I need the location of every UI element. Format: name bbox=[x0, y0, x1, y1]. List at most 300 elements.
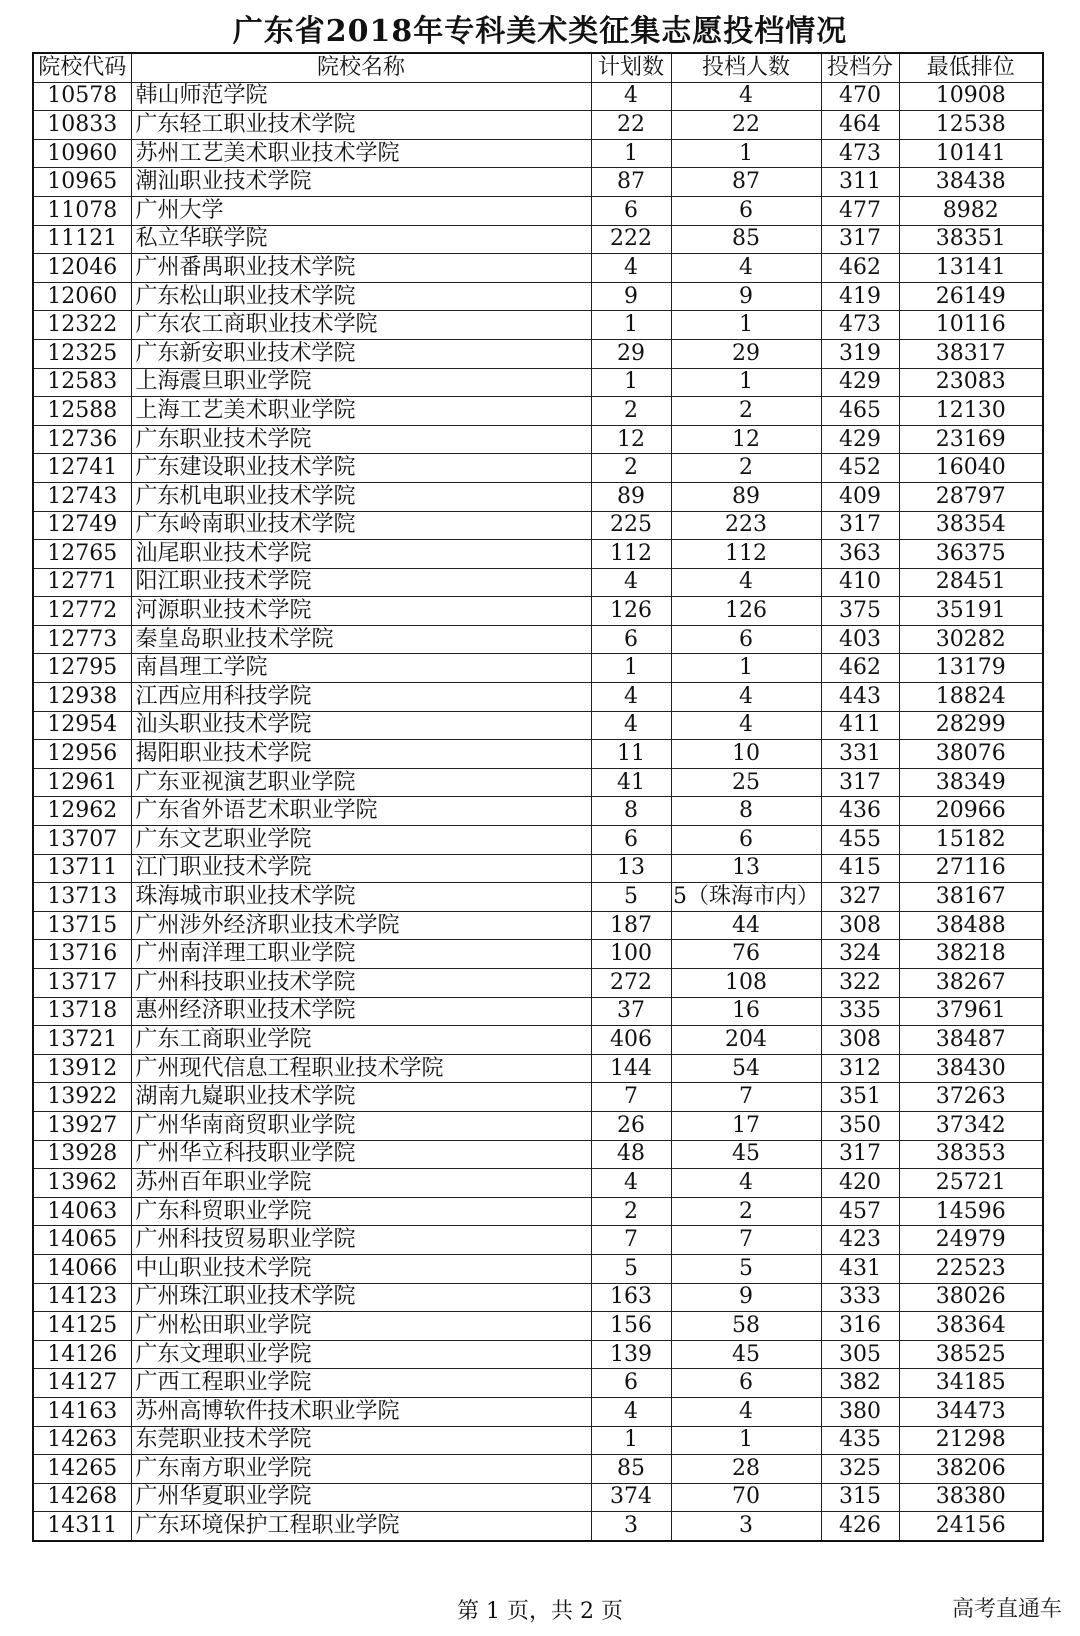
cell-name: 苏州百年职业学院 bbox=[131, 1169, 591, 1198]
cell-rank: 13179 bbox=[899, 654, 1043, 683]
cell-score: 462 bbox=[821, 254, 899, 283]
cell-rank: 34185 bbox=[899, 1369, 1043, 1398]
cell-name: 广东南方职业学院 bbox=[131, 1455, 591, 1484]
cell-admitted: 126 bbox=[671, 597, 821, 626]
table-row bbox=[33, 1226, 1043, 1255]
cell-score: 431 bbox=[821, 1254, 899, 1283]
cell-code: 12588 bbox=[33, 397, 131, 426]
cell-score: 465 bbox=[821, 397, 899, 426]
cell-score: 470 bbox=[821, 82, 899, 111]
cell-score: 452 bbox=[821, 454, 899, 483]
cell-rank: 13141 bbox=[899, 254, 1043, 283]
cell-plan: 89 bbox=[591, 482, 671, 511]
cell-score: 308 bbox=[821, 1026, 899, 1055]
table-row bbox=[33, 368, 1043, 397]
cell-name: 东莞职业技术学院 bbox=[131, 1426, 591, 1455]
cell-admitted: 4 bbox=[671, 82, 821, 111]
cell-rank: 38430 bbox=[899, 1054, 1043, 1083]
cell-rank: 14596 bbox=[899, 1197, 1043, 1226]
cell-admitted: 204 bbox=[671, 1026, 821, 1055]
cell-code: 12771 bbox=[33, 568, 131, 597]
cell-plan: 1 bbox=[591, 368, 671, 397]
cell-rank: 10141 bbox=[899, 139, 1043, 168]
cell-admitted: 4 bbox=[671, 683, 821, 712]
cell-rank: 27116 bbox=[899, 854, 1043, 883]
cell-code: 13717 bbox=[33, 969, 131, 998]
cell-score: 411 bbox=[821, 711, 899, 740]
table-row bbox=[33, 711, 1043, 740]
cell-code: 12046 bbox=[33, 254, 131, 283]
cell-admitted: 45 bbox=[671, 1140, 821, 1169]
cell-plan: 144 bbox=[591, 1054, 671, 1083]
cell-code: 10578 bbox=[33, 82, 131, 111]
cell-plan: 2 bbox=[591, 397, 671, 426]
table-row bbox=[33, 311, 1043, 340]
cell-code: 14163 bbox=[33, 1397, 131, 1426]
table-row bbox=[33, 1254, 1043, 1283]
cell-name: 广州科技职业技术学院 bbox=[131, 969, 591, 998]
column-header-rank: 最低排位 bbox=[899, 53, 1043, 82]
table-row bbox=[33, 254, 1043, 283]
cell-rank: 38488 bbox=[899, 911, 1043, 940]
cell-name: 汕尾职业技术学院 bbox=[131, 540, 591, 569]
cell-rank: 38218 bbox=[899, 940, 1043, 969]
table-row bbox=[33, 282, 1043, 311]
cell-admitted: 2 bbox=[671, 1197, 821, 1226]
cell-rank: 10908 bbox=[899, 82, 1043, 111]
cell-name: 汕头职业技术学院 bbox=[131, 711, 591, 740]
cell-code: 10960 bbox=[33, 139, 131, 168]
cell-name: 韩山师范学院 bbox=[131, 82, 591, 111]
cell-plan: 6 bbox=[591, 1369, 671, 1398]
cell-admitted: 17 bbox=[671, 1111, 821, 1140]
cell-code: 11121 bbox=[33, 225, 131, 254]
table-row bbox=[33, 1397, 1043, 1426]
cell-plan: 406 bbox=[591, 1026, 671, 1055]
cell-plan: 9 bbox=[591, 282, 671, 311]
cell-name: 广东科贸职业学院 bbox=[131, 1197, 591, 1226]
cell-plan: 6 bbox=[591, 625, 671, 654]
cell-code: 13715 bbox=[33, 911, 131, 940]
cell-score: 327 bbox=[821, 883, 899, 912]
cell-admitted: 29 bbox=[671, 339, 821, 368]
cell-plan: 4 bbox=[591, 711, 671, 740]
cell-code: 12765 bbox=[33, 540, 131, 569]
cell-code: 10833 bbox=[33, 111, 131, 140]
cell-rank: 21298 bbox=[899, 1426, 1043, 1455]
table-header-row bbox=[33, 53, 1043, 82]
cell-plan: 6 bbox=[591, 826, 671, 855]
cell-admitted: 4 bbox=[671, 1397, 821, 1426]
cell-code: 13721 bbox=[33, 1026, 131, 1055]
cell-name: 广东职业技术学院 bbox=[131, 425, 591, 454]
cell-code: 14263 bbox=[33, 1426, 131, 1455]
table-row bbox=[33, 911, 1043, 940]
cell-score: 375 bbox=[821, 597, 899, 626]
cell-code: 12795 bbox=[33, 654, 131, 683]
cell-name: 广西工程职业学院 bbox=[131, 1369, 591, 1398]
cell-code: 12772 bbox=[33, 597, 131, 626]
cell-score: 455 bbox=[821, 826, 899, 855]
cell-plan: 6 bbox=[591, 196, 671, 225]
cell-score: 462 bbox=[821, 654, 899, 683]
admission-table bbox=[32, 52, 1044, 1542]
cell-name: 秦皇岛职业技术学院 bbox=[131, 625, 591, 654]
cell-rank: 38267 bbox=[899, 969, 1043, 998]
cell-score: 403 bbox=[821, 625, 899, 654]
cell-admitted: 6 bbox=[671, 625, 821, 654]
cell-admitted: 5 bbox=[671, 1254, 821, 1283]
cell-score: 436 bbox=[821, 797, 899, 826]
cell-plan: 100 bbox=[591, 940, 671, 969]
cell-score: 325 bbox=[821, 1455, 899, 1484]
cell-code: 13927 bbox=[33, 1111, 131, 1140]
table-row bbox=[33, 997, 1043, 1026]
table-row bbox=[33, 168, 1043, 197]
cell-admitted: 6 bbox=[671, 826, 821, 855]
table-row bbox=[33, 1312, 1043, 1341]
cell-admitted: 16 bbox=[671, 997, 821, 1026]
cell-score: 319 bbox=[821, 339, 899, 368]
cell-score: 380 bbox=[821, 1397, 899, 1426]
cell-plan: 139 bbox=[591, 1340, 671, 1369]
cell-rank: 38525 bbox=[899, 1340, 1043, 1369]
cell-rank: 22523 bbox=[899, 1254, 1043, 1283]
cell-code: 14126 bbox=[33, 1340, 131, 1369]
cell-name: 中山职业技术学院 bbox=[131, 1254, 591, 1283]
cell-rank: 38487 bbox=[899, 1026, 1043, 1055]
cell-admitted: 1 bbox=[671, 1426, 821, 1455]
cell-rank: 25721 bbox=[899, 1169, 1043, 1198]
cell-code: 12583 bbox=[33, 368, 131, 397]
table-row bbox=[33, 482, 1043, 511]
page-footer: 第 1 页，共 2 页 bbox=[457, 1599, 623, 1624]
cell-plan: 8 bbox=[591, 797, 671, 826]
cell-name: 惠州经济职业技术学院 bbox=[131, 997, 591, 1026]
table-row bbox=[33, 397, 1043, 426]
table-row bbox=[33, 1340, 1043, 1369]
cell-code: 12741 bbox=[33, 454, 131, 483]
cell-name: 湖南九嶷职业技术学院 bbox=[131, 1083, 591, 1112]
table-body bbox=[33, 82, 1043, 1541]
cell-score: 473 bbox=[821, 139, 899, 168]
table-row bbox=[33, 768, 1043, 797]
cell-score: 419 bbox=[821, 282, 899, 311]
cell-rank: 16040 bbox=[899, 454, 1043, 483]
table-row bbox=[33, 1512, 1043, 1541]
cell-score: 477 bbox=[821, 196, 899, 225]
table-row bbox=[33, 1140, 1043, 1169]
cell-rank: 26149 bbox=[899, 282, 1043, 311]
table-row bbox=[33, 196, 1043, 225]
cell-name: 广东农工商职业技术学院 bbox=[131, 311, 591, 340]
cell-name: 广东文理职业学院 bbox=[131, 1340, 591, 1369]
cell-rank: 28299 bbox=[899, 711, 1043, 740]
cell-code: 13716 bbox=[33, 940, 131, 969]
table-row bbox=[33, 940, 1043, 969]
cell-admitted: 7 bbox=[671, 1083, 821, 1112]
cell-plan: 87 bbox=[591, 168, 671, 197]
cell-admitted: 1 bbox=[671, 311, 821, 340]
cell-score: 308 bbox=[821, 911, 899, 940]
cell-rank: 37342 bbox=[899, 1111, 1043, 1140]
cell-score: 410 bbox=[821, 568, 899, 597]
cell-rank: 35191 bbox=[899, 597, 1043, 626]
page-title: 广东省2018年专科美术类征集志愿投档情况 bbox=[232, 14, 848, 49]
cell-name: 江西应用科技学院 bbox=[131, 683, 591, 712]
cell-plan: 163 bbox=[591, 1283, 671, 1312]
cell-admitted: 1 bbox=[671, 139, 821, 168]
table-row bbox=[33, 82, 1043, 111]
cell-code: 12954 bbox=[33, 711, 131, 740]
table-row bbox=[33, 597, 1043, 626]
cell-plan: 85 bbox=[591, 1455, 671, 1484]
cell-name: 广州科技贸易职业学院 bbox=[131, 1226, 591, 1255]
cell-score: 317 bbox=[821, 768, 899, 797]
cell-score: 423 bbox=[821, 1226, 899, 1255]
cell-admitted: 10 bbox=[671, 740, 821, 769]
cell-rank: 38353 bbox=[899, 1140, 1043, 1169]
cell-name: 苏州高博软件技术职业学院 bbox=[131, 1397, 591, 1426]
cell-admitted: 89 bbox=[671, 482, 821, 511]
cell-admitted: 223 bbox=[671, 511, 821, 540]
cell-score: 435 bbox=[821, 1426, 899, 1455]
cell-admitted: 45 bbox=[671, 1340, 821, 1369]
cell-code: 12322 bbox=[33, 311, 131, 340]
cell-admitted: 1 bbox=[671, 368, 821, 397]
cell-name: 广州华立科技职业学院 bbox=[131, 1140, 591, 1169]
cell-admitted: 4 bbox=[671, 711, 821, 740]
cell-name: 广东建设职业技术学院 bbox=[131, 454, 591, 483]
cell-plan: 7 bbox=[591, 1226, 671, 1255]
cell-name: 私立华联学院 bbox=[131, 225, 591, 254]
cell-name: 广东松山职业技术学院 bbox=[131, 282, 591, 311]
cell-rank: 38351 bbox=[899, 225, 1043, 254]
cell-admitted: 54 bbox=[671, 1054, 821, 1083]
cell-plan: 12 bbox=[591, 425, 671, 454]
cell-code: 12773 bbox=[33, 625, 131, 654]
cell-rank: 8982 bbox=[899, 196, 1043, 225]
cell-admitted: 8 bbox=[671, 797, 821, 826]
cell-admitted: 12 bbox=[671, 425, 821, 454]
cell-score: 415 bbox=[821, 854, 899, 883]
cell-score: 335 bbox=[821, 997, 899, 1026]
cell-plan: 1 bbox=[591, 139, 671, 168]
table-row bbox=[33, 1111, 1043, 1140]
column-header-code: 院校代码 bbox=[33, 53, 131, 82]
cell-admitted: 9 bbox=[671, 282, 821, 311]
cell-score: 316 bbox=[821, 1312, 899, 1341]
cell-plan: 187 bbox=[591, 911, 671, 940]
cell-score: 351 bbox=[821, 1083, 899, 1112]
cell-code: 13718 bbox=[33, 997, 131, 1026]
cell-name: 广州大学 bbox=[131, 196, 591, 225]
cell-admitted: 112 bbox=[671, 540, 821, 569]
cell-code: 13711 bbox=[33, 854, 131, 883]
cell-name: 广州华南商贸职业学院 bbox=[131, 1111, 591, 1140]
cell-score: 305 bbox=[821, 1340, 899, 1369]
cell-score: 317 bbox=[821, 511, 899, 540]
table-row bbox=[33, 1455, 1043, 1484]
cell-rank: 38206 bbox=[899, 1455, 1043, 1484]
cell-code: 12956 bbox=[33, 740, 131, 769]
cell-plan: 2 bbox=[591, 454, 671, 483]
cell-score: 331 bbox=[821, 740, 899, 769]
table-row bbox=[33, 425, 1043, 454]
cell-admitted: 44 bbox=[671, 911, 821, 940]
table-row bbox=[33, 1283, 1043, 1312]
cell-score: 429 bbox=[821, 368, 899, 397]
table-row bbox=[33, 339, 1043, 368]
cell-name: 广东亚视演艺职业学院 bbox=[131, 768, 591, 797]
cell-name: 广东省外语艺术职业学院 bbox=[131, 797, 591, 826]
cell-score: 312 bbox=[821, 1054, 899, 1083]
cell-code: 13962 bbox=[33, 1169, 131, 1198]
cell-admitted: 2 bbox=[671, 454, 821, 483]
cell-admitted: 9 bbox=[671, 1283, 821, 1312]
cell-rank: 38349 bbox=[899, 768, 1043, 797]
table-row bbox=[33, 683, 1043, 712]
cell-score: 426 bbox=[821, 1512, 899, 1541]
cell-rank: 37961 bbox=[899, 997, 1043, 1026]
cell-admitted: 2 bbox=[671, 397, 821, 426]
cell-admitted: 4 bbox=[671, 568, 821, 597]
cell-name: 广州番禺职业技术学院 bbox=[131, 254, 591, 283]
cell-name: 上海工艺美术职业学院 bbox=[131, 397, 591, 426]
cell-plan: 37 bbox=[591, 997, 671, 1026]
cell-rank: 38026 bbox=[899, 1283, 1043, 1312]
table-row bbox=[33, 1169, 1043, 1198]
cell-rank: 24156 bbox=[899, 1512, 1043, 1541]
cell-plan: 1 bbox=[591, 1426, 671, 1455]
cell-plan: 7 bbox=[591, 1083, 671, 1112]
cell-plan: 4 bbox=[591, 1397, 671, 1426]
cell-score: 382 bbox=[821, 1369, 899, 1398]
cell-code: 14063 bbox=[33, 1197, 131, 1226]
cell-admitted: 87 bbox=[671, 168, 821, 197]
cell-rank: 38167 bbox=[899, 883, 1043, 912]
cell-score: 363 bbox=[821, 540, 899, 569]
cell-rank: 12538 bbox=[899, 111, 1043, 140]
cell-plan: 272 bbox=[591, 969, 671, 998]
cell-rank: 23083 bbox=[899, 368, 1043, 397]
cell-rank: 30282 bbox=[899, 625, 1043, 654]
cell-rank: 24979 bbox=[899, 1226, 1043, 1255]
cell-score: 420 bbox=[821, 1169, 899, 1198]
cell-code: 14065 bbox=[33, 1226, 131, 1255]
cell-name: 苏州工艺美术职业技术学院 bbox=[131, 139, 591, 168]
table-row bbox=[33, 854, 1043, 883]
cell-rank: 36375 bbox=[899, 540, 1043, 569]
cell-name: 阳江职业技术学院 bbox=[131, 568, 591, 597]
cell-rank: 28451 bbox=[899, 568, 1043, 597]
cell-name: 上海震旦职业学院 bbox=[131, 368, 591, 397]
column-header-name: 院校名称 bbox=[131, 53, 591, 82]
cell-code: 12736 bbox=[33, 425, 131, 454]
cell-code: 12743 bbox=[33, 482, 131, 511]
table-row bbox=[33, 1197, 1043, 1226]
cell-score: 317 bbox=[821, 1140, 899, 1169]
cell-code: 12325 bbox=[33, 339, 131, 368]
cell-rank: 38354 bbox=[899, 511, 1043, 540]
cell-code: 14125 bbox=[33, 1312, 131, 1341]
table-row bbox=[33, 625, 1043, 654]
cell-score: 315 bbox=[821, 1483, 899, 1512]
table-row bbox=[33, 111, 1043, 140]
cell-rank: 38380 bbox=[899, 1483, 1043, 1512]
cell-code: 13707 bbox=[33, 826, 131, 855]
table-row bbox=[33, 969, 1043, 998]
cell-name: 潮汕职业技术学院 bbox=[131, 168, 591, 197]
cell-plan: 11 bbox=[591, 740, 671, 769]
cell-admitted: 1 bbox=[671, 654, 821, 683]
cell-plan: 4 bbox=[591, 254, 671, 283]
table-row bbox=[33, 1483, 1043, 1512]
cell-admitted: 4 bbox=[671, 1169, 821, 1198]
cell-score: 317 bbox=[821, 225, 899, 254]
cell-admitted: 3 bbox=[671, 1512, 821, 1541]
cell-code: 14123 bbox=[33, 1283, 131, 1312]
cell-code: 14127 bbox=[33, 1369, 131, 1398]
cell-plan: 4 bbox=[591, 82, 671, 111]
source-label: 高考直通车 bbox=[951, 1597, 1062, 1622]
cell-admitted: 13 bbox=[671, 854, 821, 883]
cell-code: 13928 bbox=[33, 1140, 131, 1169]
cell-name: 南昌理工学院 bbox=[131, 654, 591, 683]
cell-code: 14268 bbox=[33, 1483, 131, 1512]
table-row bbox=[33, 797, 1043, 826]
cell-admitted: 6 bbox=[671, 1369, 821, 1398]
cell-code: 12962 bbox=[33, 797, 131, 826]
table-row bbox=[33, 225, 1043, 254]
cell-code: 13922 bbox=[33, 1083, 131, 1112]
cell-name: 广东机电职业技术学院 bbox=[131, 482, 591, 511]
cell-rank: 15182 bbox=[899, 826, 1043, 855]
cell-score: 409 bbox=[821, 482, 899, 511]
cell-name: 广东轻工职业技术学院 bbox=[131, 111, 591, 140]
cell-score: 473 bbox=[821, 311, 899, 340]
cell-plan: 29 bbox=[591, 339, 671, 368]
cell-admitted: 7 bbox=[671, 1226, 821, 1255]
cell-admitted: 6 bbox=[671, 196, 821, 225]
cell-plan: 374 bbox=[591, 1483, 671, 1512]
cell-rank: 20966 bbox=[899, 797, 1043, 826]
cell-rank: 37263 bbox=[899, 1083, 1043, 1112]
table-row bbox=[33, 139, 1043, 168]
cell-plan: 26 bbox=[591, 1111, 671, 1140]
cell-plan: 41 bbox=[591, 768, 671, 797]
cell-plan: 1 bbox=[591, 654, 671, 683]
cell-name: 揭阳职业技术学院 bbox=[131, 740, 591, 769]
cell-rank: 10116 bbox=[899, 311, 1043, 340]
cell-plan: 126 bbox=[591, 597, 671, 626]
cell-name: 广州现代信息工程职业技术学院 bbox=[131, 1054, 591, 1083]
table-row bbox=[33, 883, 1043, 912]
cell-plan: 4 bbox=[591, 568, 671, 597]
cell-code: 14066 bbox=[33, 1254, 131, 1283]
cell-score: 324 bbox=[821, 940, 899, 969]
cell-plan: 4 bbox=[591, 683, 671, 712]
cell-code: 12749 bbox=[33, 511, 131, 540]
cell-name: 广东环境保护工程职业学院 bbox=[131, 1512, 591, 1541]
cell-code: 10965 bbox=[33, 168, 131, 197]
cell-code: 14265 bbox=[33, 1455, 131, 1484]
cell-admitted: 76 bbox=[671, 940, 821, 969]
cell-name: 广东工商职业学院 bbox=[131, 1026, 591, 1055]
cell-plan: 4 bbox=[591, 1169, 671, 1198]
cell-admitted: 58 bbox=[671, 1312, 821, 1341]
cell-code: 12961 bbox=[33, 768, 131, 797]
